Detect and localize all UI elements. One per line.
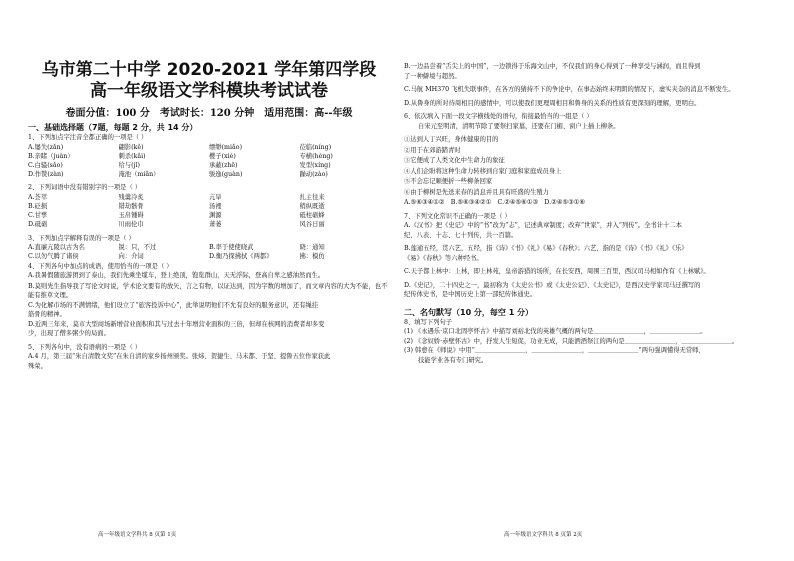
q3-option: D.衡乃探拂拭《两都》 <box>209 253 273 261</box>
page-footer: 高一年级语文学科共 8 页第 2页 <box>504 532 583 538</box>
q2-stem: 2、下列词语中没有错别字的一项是（ ） <box>28 184 142 192</box>
q3-option: 晓：通知 <box>299 244 325 252</box>
q1-option: 缥缈(miǎo) <box>209 143 243 151</box>
q1-option: 专横(hèng) <box>299 152 333 160</box>
q5-stem: 5、下列各句中，没有语病的一项是（ ） <box>28 343 142 351</box>
q1-option: C.白骚(sǎo) <box>28 161 63 169</box>
q1-option: 樱子(xiè) <box>209 152 236 160</box>
q1-option: A.屡失(zǎn) <box>28 143 64 151</box>
q2-option: 渊源 <box>209 212 222 220</box>
q3-options <box>28 243 390 261</box>
q2-option: 萧萎 <box>209 221 222 229</box>
q8-item-3-cont: 技能学业各有专门研究。 <box>418 356 488 364</box>
q1-option: 给与(jǐ) <box>118 161 140 169</box>
q6-sentence-list <box>404 135 770 198</box>
q6-sentence: ③它便成了人类文化中生命力的象征 <box>404 157 505 164</box>
q4-option-d: D.近两三年来，莫市大型商场新增营业面积和其与过去十年增营业面积的三倍，但却在核网的消费者却多变 <box>28 320 325 328</box>
q7-option-a: A.《汉书》把《史记》中的“书”改为“志”，记述典章制度；改弃“世家”，并入“列传”。全书计十二本 <box>404 222 682 229</box>
q2-option: C.甘孳 <box>28 212 48 220</box>
q7-option-c: C.天子都上林中：上林，即上林苑，皇帝游猎的场所，在长安西，周围三百里，西汉司马相如作有《上林赋》。 <box>404 268 710 275</box>
q6-sentence: ②用于在郊游踏青时 <box>404 146 461 154</box>
q7-option-d-cont: 纪传体史书，是中国历史上第一部纪传体通史。 <box>404 291 537 298</box>
q6-sentence: ④人们企盼将这种生命力转移到自家门庭和家庭成员身上 <box>404 167 562 175</box>
exam-meta: 卷面分值：100 分 考试时长：120 分钟 适用范围：高--年级 <box>65 108 353 119</box>
q2-option: 残羹冷炙 <box>118 193 144 201</box>
q1-option: 莅临(níng) <box>299 143 332 151</box>
q6-sentence: ⑤不会忘记顺便折一些柳条回家 <box>404 178 493 185</box>
q2-option: B.砭损 <box>28 203 48 211</box>
q4-option-c-cont: 筋骨的精神。 <box>28 311 66 319</box>
q1-option: 翩影(kě) <box>118 143 144 151</box>
q4-option-b: B.莫则先生指导我了写论文时说，学术论文要有的放矢，言之有物，以证达到，因为字数的增加了，而文章内容的大为不能，也不 <box>28 282 388 290</box>
q1-stem: 1、下列加点字注音全都正确的一项是（ ） <box>28 134 148 141</box>
q2-option: 错劫骸骨 <box>118 203 144 211</box>
q3-option: 向：介词 <box>118 253 144 261</box>
q1-option: 淹池（miǎn） <box>118 171 160 179</box>
page-right <box>404 0 770 561</box>
exam-title-line2: 高一年级语文学科模块考试试卷 <box>90 81 328 101</box>
q6-sentence: ⑥由于柳树是先送来春的消息并且具有旺盛的生殖力 <box>404 188 549 196</box>
q6-passage: 自宋元至明清，清明节除了要祭扫家墓，还要在门楣、窗户上插上柳条。 <box>418 122 620 130</box>
q2-option: 亢旱 <box>209 193 222 201</box>
q4-option-b-cont: 能有推草文理。 <box>28 292 73 300</box>
q3-option: C.以勿气腾了诸侯 <box>28 253 79 261</box>
q2-option: 扎主往来 <box>299 193 325 201</box>
q8-item-1: (1) 《永遇乐·京口北固亭怀古》中描写刘裕北伐的英雄气概的两句是＿＿＿＿＿＿＿＿，＿＿＿＿＿＿＿＿。 <box>404 328 707 335</box>
q8-stem: 8、填写下列句子 <box>404 318 453 326</box>
q2-option: 汤裡 <box>209 203 222 211</box>
q5-option-b-cont: 了一种僻境与超然。 <box>404 72 461 80</box>
q5-option-b: B.一边品尝着“舌尖上的中国”，一边锁得于乐海文山中，不仅我们的身心得到了一种享受与涵润，而且得到 <box>404 63 701 70</box>
q7-option-a-cont: 纪、八表、十志、七十列传，共一百篇。 <box>404 231 518 239</box>
q1-option: 躁动(zào) <box>299 171 328 179</box>
q6-stem: 6、依次填入下面一段文字横线处的语句，衔接最恰当的一组是（ ） <box>404 113 593 120</box>
q3-option: A.直廉亢陵以古为名 <box>28 244 85 252</box>
q6-options: A.⑤⑥③④①② B.⑤⑥③④②① C.②④⑤⑥①③ D.②④⑤③①⑥ <box>404 199 585 206</box>
q5-option-a-cont: 殊荣。 <box>28 362 47 370</box>
q2-option: 川雨伦巾 <box>118 221 144 229</box>
q7-option-b: B.莲通五经，贯六艺，五经，指《诗》《书》《礼》《易》《春秋》；六艺，指的是《诗》《书》《礼》《乐》 <box>404 245 688 252</box>
page-footer: 高一年级语文学科共 8 页第 1页 <box>98 532 177 538</box>
q3-option: 拂：模仿 <box>299 253 325 261</box>
q2-option: D.砥砺 <box>28 221 48 229</box>
page-left <box>28 0 390 561</box>
q2-option: 砥柱砺蜂 <box>299 212 325 220</box>
q5-option-c: C.马航 MH370 飞机失联事件，在各方的猜持不下的争论中，在事态始终未明朗的情况下，虚实夹杂的消息不断发生。 <box>404 86 735 93</box>
q8-item-3: (3) 韩愈在《师说》中用“＿＿＿＿＿＿＿＿，＿＿＿＿＿＿＿＿，＿＿＿＿＿＿＿＿”两句强调懂得无常师， <box>404 347 705 354</box>
q4-option-c: C.为化解市场的不满情绪，他们设立了“旅客投诉中心”，此举说明他们不允有良好的服务意识，还有绳挂 <box>28 301 319 309</box>
q3-stem: 3、下列加点字解释有误的一项是（ ） <box>28 234 135 242</box>
q6-sentence: ①达到人丁兴旺，身体健康的目的 <box>404 136 499 143</box>
q2-option: 玉帛锺碍 <box>118 212 144 220</box>
q1-option: D.作赞(zàn) <box>28 171 64 179</box>
section-1-heading: 一、基础选择题（7题，每题 2 分，共 14 分） <box>28 123 198 132</box>
q4-stem: 4、下列各句中加点的成语，使用恰当的一项是（ ） <box>28 262 173 270</box>
q2-option: 稍纵既逝 <box>299 203 325 211</box>
q8-item-2: (2) 《念奴娇·赤壁怀古》中，抒发人生短促，功业无成，只能洒酒祭江的两句是＿＿＿＿＿＿＿＿，＿＿＿＿＿＿＿＿。 <box>404 337 739 345</box>
q4-option-d-cont: 少，出现了僧多粥少的局面。 <box>28 330 110 338</box>
q2-option: 风谷日丽 <box>299 221 325 229</box>
q1-options <box>28 143 390 180</box>
q2-option: A.荟萃 <box>28 193 48 201</box>
q1-option: B.亲睹（juàn） <box>28 152 74 160</box>
q3-option: 锐：只，不过 <box>118 244 157 252</box>
q7-option-d: D.《史记》，二十四史之一，最初称为《太史公书》或《太史公记》、《太史记》，是西汉史学家司马迁撰写的 <box>404 281 701 289</box>
q1-option: 刺杀(kǎi) <box>118 152 146 160</box>
q1-option: 骏逸(guàn) <box>209 171 243 179</box>
exam-title-line1: 乌市第二十中学 2020-2021 学年第四学段 <box>41 60 377 80</box>
q5-option-d: D.从鲁身的所对待周相目的感情中，可以使我们更理周相目和鲁身的关系的性质有更深刻的理解，更明白。 <box>404 99 701 107</box>
q7-stem: 7、下列文化常识不正确的一项是（ ） <box>404 212 511 220</box>
q1-option: 承蔽(zhē) <box>209 161 238 169</box>
q4-option-a: A.我暑假随旅游团到了泰山，我们先乘坐缆车，登上绝顶，饱览群山，天无浮际，登高自卑之感油然而生。 <box>28 272 325 280</box>
q5-option-a: A.4 月，第三届“朱自清散文奖”在朱自清的家乡扬州颁奖。张炜、贺捷生、马未都、于坚、提鲁五位作家获此 <box>28 353 331 361</box>
section-2-heading: 二、名句默写（10 分，每空 1 分） <box>404 307 534 317</box>
q1-option: 发型(xíng) <box>299 161 331 169</box>
q3-option: B.率于使使晓武 <box>209 244 254 252</box>
q7-option-b-cont: 《易》《春秋》等六种经书。 <box>404 254 483 262</box>
q2-options <box>28 193 390 230</box>
